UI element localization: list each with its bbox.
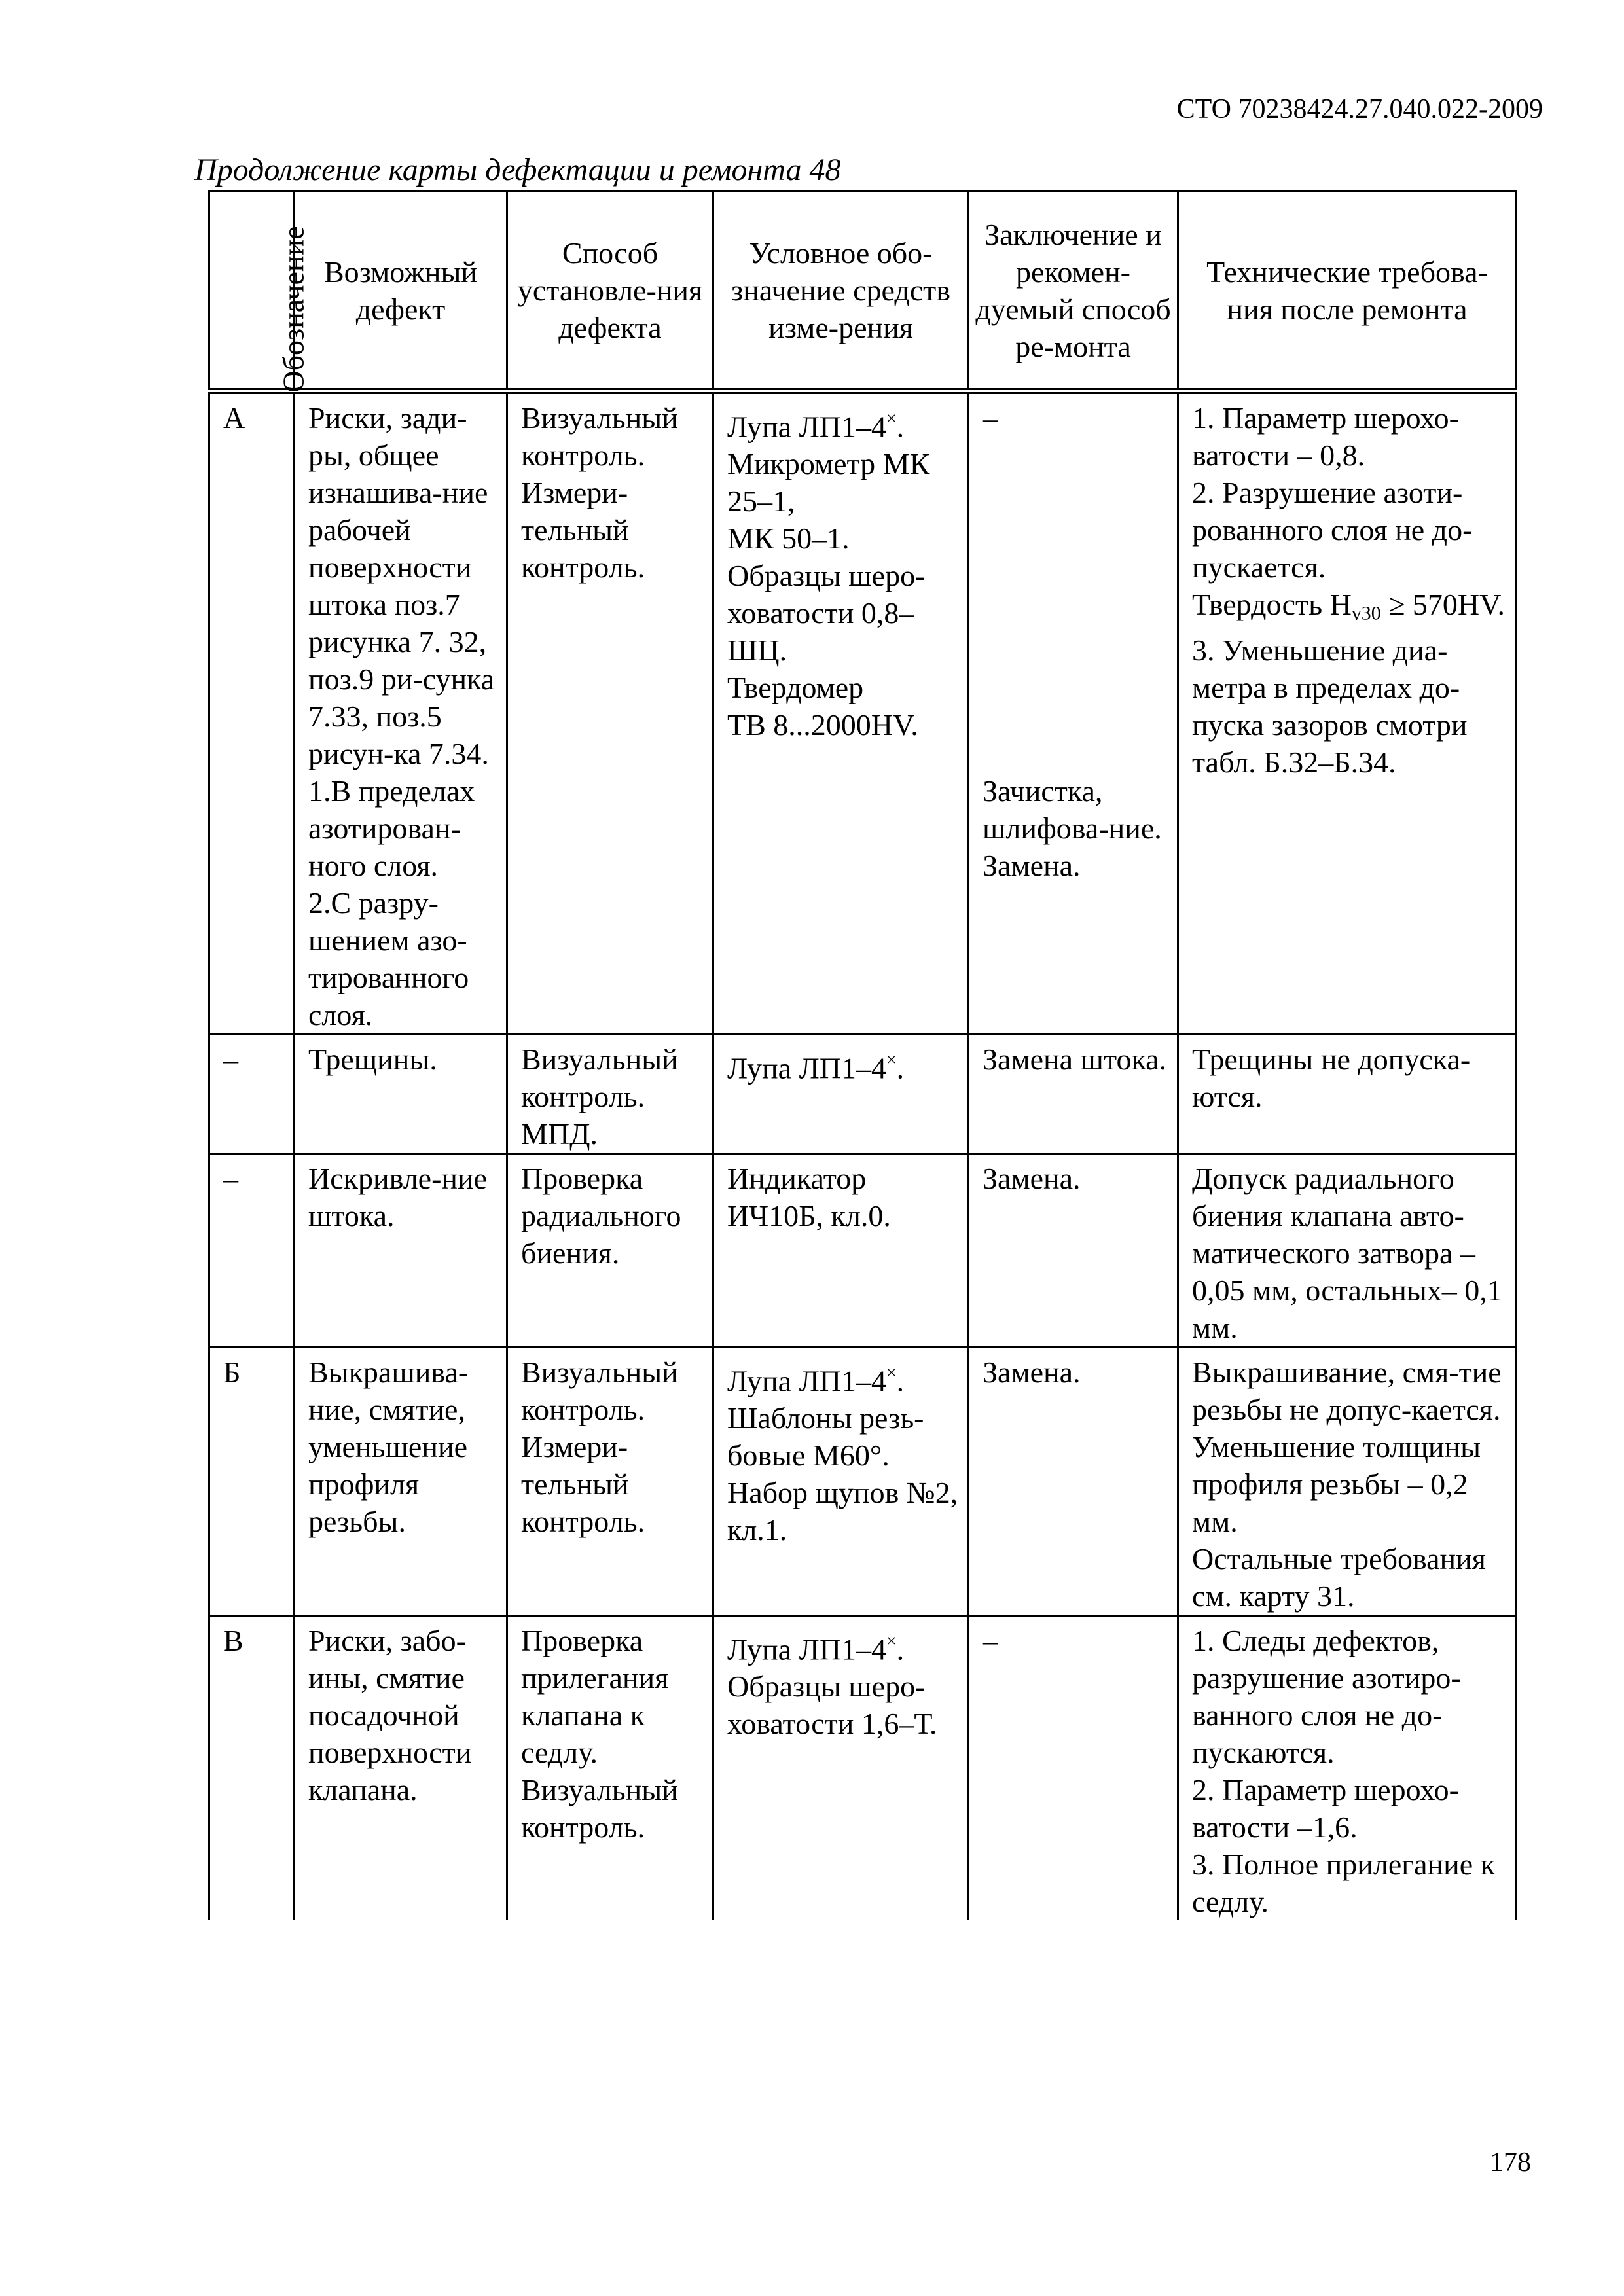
column-header-defect: Возможный дефект	[295, 192, 507, 391]
cell-requirements: 1. Следы дефектов, разрушение азотиро-ванного слоя не до-пускаются. 2. Параметр шерохо-ватости –1,6. 3. Полное прилегание к седлу.	[1178, 1616, 1517, 1921]
cell-defect: Выкрашива-ние, смятие, уменьшение профиля резьбы.	[295, 1348, 507, 1616]
cell-method: Визуальный контроль. Измери-тельный контроль.	[507, 391, 713, 1035]
cell-method: Проверка прилегания клапана к седлу. Визуальный контроль.	[507, 1616, 713, 1921]
cell-requirements: Выкрашивание, смя-тие резьбы не допус-кается. Уменьшение толщины профиля резьбы – 0,2 мм. Остальные требования см. карту 31.	[1178, 1348, 1517, 1616]
cell-defect: Искривле-ние штока.	[295, 1154, 507, 1348]
cell-conclusion	[969, 391, 1178, 1035]
defect-table	[208, 190, 1517, 1920]
magnification-superscript: ×	[886, 408, 897, 428]
magnification-superscript: ×	[886, 1049, 897, 1069]
cell-conclusion: Замена штока.	[969, 1035, 1178, 1154]
page-number: 178	[1490, 2147, 1531, 2178]
table-row	[209, 391, 1517, 1035]
magnification-superscript: ×	[886, 1362, 897, 1382]
requirements-text-rest: ≥ 570HV. 3. Уменьшение диа-метра в пределах до-пуска зазоров смотри табл. Б.32–Б.34.	[1192, 588, 1505, 780]
cell-requirements: Трещины не допуска-ются.	[1178, 1035, 1517, 1154]
column-header-designation-label: Обозначение	[276, 225, 310, 393]
requirements-text: 1. Параметр шерохо-ватости – 0,8. 2. Разрушение азоти-рованного слоя не до-пускается. Твердость Н	[1192, 401, 1473, 621]
instrument-text: Лупа ЛП1–4	[727, 1051, 887, 1085]
cell-method: Визуальный контроль. Измери-тельный контроль.	[507, 1348, 713, 1616]
column-header-designation	[209, 192, 310, 393]
hardness-subscript: v30	[1351, 602, 1381, 624]
document-code: СТО 70238424.27.040.022-2009	[1176, 94, 1543, 124]
instrument-text: Лупа ЛП1–4	[727, 1632, 887, 1666]
cell-method: Визуальный контроль. МПД.	[507, 1035, 713, 1154]
instrument-text-rest: .	[896, 1051, 905, 1085]
magnification-superscript: ×	[886, 1630, 897, 1651]
table-caption: Продолжение карты дефектации и ремонта 48	[194, 152, 841, 187]
cell-conclusion: Замена.	[969, 1154, 1178, 1348]
cell-designation: В	[209, 1616, 295, 1921]
instrument-text: Лупа ЛП1–4	[727, 1364, 887, 1398]
cell-requirements	[1178, 391, 1517, 1035]
column-header-requirements: Технические требова-ния после ремонта	[1178, 192, 1517, 391]
instrument-text: Лупа ЛП1–4	[727, 410, 887, 444]
conclusion-case-2: Зачистка, шлифова-ние. Замена.	[983, 774, 1162, 882]
cell-designation: Б	[209, 1348, 295, 1616]
table-header-row	[209, 192, 1517, 391]
cell-instruments: Индикатор ИЧ10Б, кл.0.	[713, 1154, 969, 1348]
cell-conclusion: Замена.	[969, 1348, 1178, 1616]
instrument-text-rest: . Микрометр МК 25–1, МК 50–1. Образцы шеро-ховатости 0,8–ШЦ. Твердомер ТВ 8...2000HV.	[727, 410, 930, 742]
cell-instruments	[713, 1616, 969, 1921]
cell-method: Проверка радиального биения.	[507, 1154, 713, 1348]
instrument-text-rest: . Образцы шеро-ховатости 1,6–Т.	[727, 1632, 937, 1741]
cell-designation: А	[209, 391, 295, 1035]
cell-instruments	[713, 391, 969, 1035]
cell-designation: –	[209, 1035, 295, 1154]
conclusion-case-1: –	[983, 401, 998, 435]
cell-defect: Трещины.	[295, 1035, 507, 1154]
cell-conclusion: –	[969, 1616, 1178, 1921]
column-header-instruments: Условное обо-значение средств изме-рения	[713, 192, 969, 391]
cell-instruments	[713, 1348, 969, 1616]
table-row	[209, 1616, 1517, 1921]
cell-defect: Риски, зади-ры, общее изнашива-ние рабочей поверхности штока поз.7 рисунка 7. 32, поз.9 ри-сунка 7.33, поз.5 рисун-ка 7.34. 1.В пределах азотирован-ного слоя. 2.С разру-шением азо-тированного слоя.	[295, 391, 507, 1035]
table-row	[209, 1348, 1517, 1616]
cell-instruments	[713, 1035, 969, 1154]
cell-defect: Риски, забо-ины, смятие посадочной поверхности клапана.	[295, 1616, 507, 1921]
table-row	[209, 1035, 1517, 1154]
column-header-method: Способ установле-ния дефекта	[507, 192, 713, 391]
table-row	[209, 1154, 1517, 1348]
instrument-text-rest: . Шаблоны резь-бовые М60°. Набор щупов №2, кл.1.	[727, 1364, 958, 1547]
cell-designation: –	[209, 1154, 295, 1348]
column-header-conclusion: Заключение и рекомен-дуемый способ ре-монта	[969, 192, 1178, 391]
cell-requirements: Допуск радиального биения клапана авто-матического затвора – 0,05 мм, остальных– 0,1 мм.	[1178, 1154, 1517, 1348]
